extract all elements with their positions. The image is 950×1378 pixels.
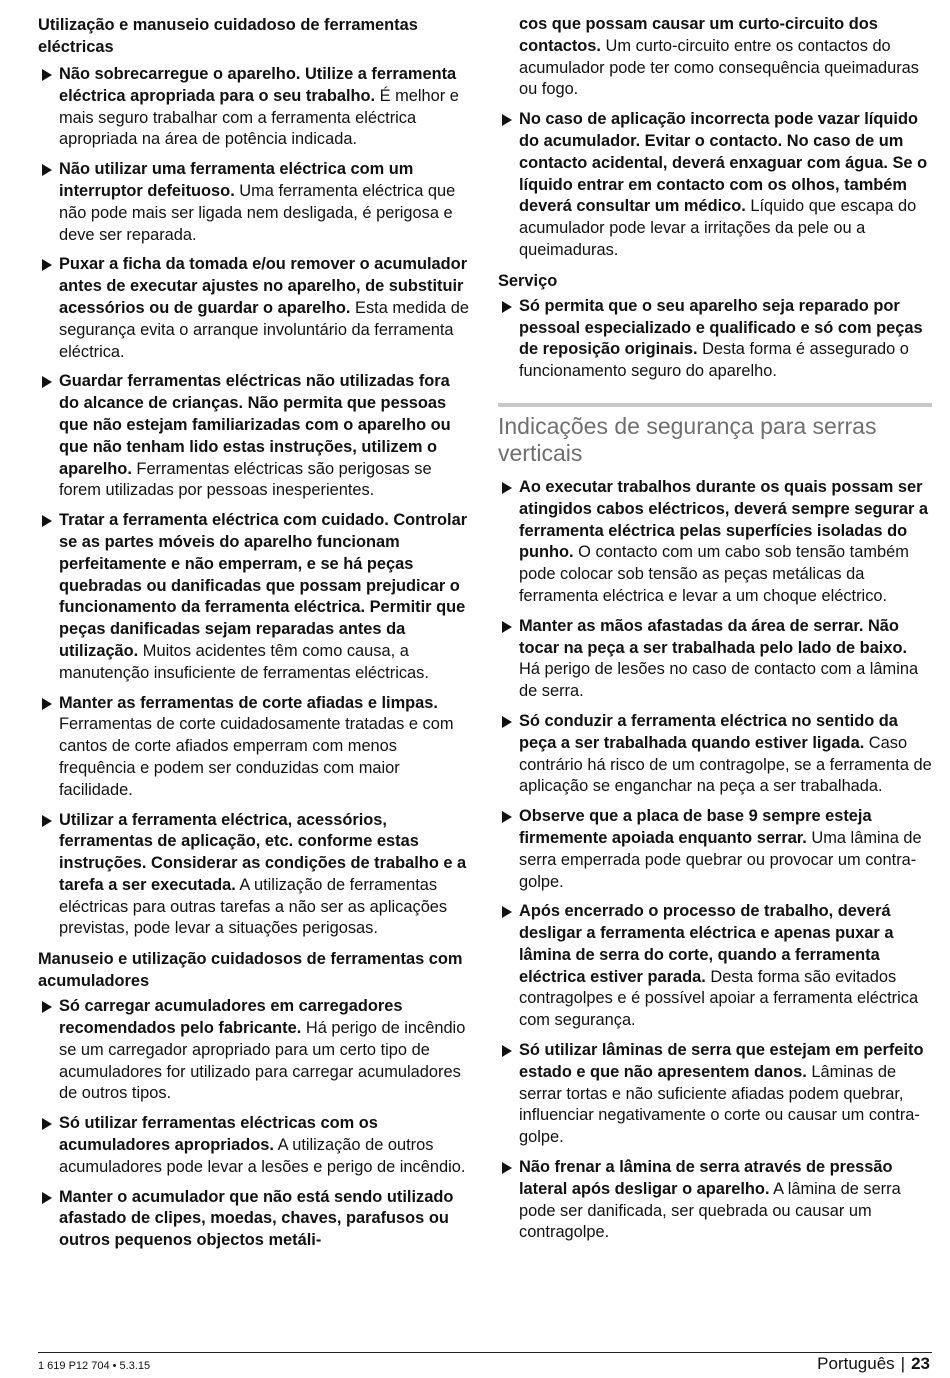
bullet-bold-text: Guardar ferramentas eléctricas não utilizadas fora do alcance de crianças. Não permita que pessoas que não estejam familiarizadas com o aparelho ou que não tenham lido estas instruções, utilizem o aparelho.	[59, 372, 451, 478]
triangle-bullet-icon	[42, 259, 52, 271]
bullet-bold-text: Não sobrecarregue o aparelho. Utilize a ferramenta eléctrica apropriada para o seu trabalho.	[59, 65, 457, 105]
triangle-bullet-icon	[502, 906, 512, 918]
bullet-body-text: Desta forma são evitados contragolpes e é possível apoiar a ferramenta eléctrica com segurança.	[519, 967, 919, 1030]
bullet-bold-text: Puxar a ficha da tomada e/ou remover o acumulador antes de executar ajustes no aparelho, de substituir acessórios ou de guardar o aparelho.	[59, 255, 468, 317]
bullet-item	[38, 1113, 470, 1178]
bullet-item	[38, 1187, 470, 1252]
triangle-bullet-icon	[42, 1118, 52, 1130]
continuation-text: Um curto-circuito entre os contactos do acumulador pode ter como consequência queimaduras ou fogo.	[519, 36, 919, 99]
section-list-battery-tools	[38, 996, 470, 1252]
triangle-bullet-icon	[42, 376, 52, 388]
bullet-bold-text: Manter o acumulador que não está sendo utilizado afastado de clipes, moedas, chaves, parafusos ou outros pequenos objectos metáli-	[59, 1187, 454, 1250]
bullet-item	[498, 1040, 932, 1149]
bullet-body-text: É melhor e mais seguro trabalhar com a ferramenta eléctrica apropriada na área de potência indicada.	[59, 86, 459, 149]
bullet-body-text: Esta medida de segurança evita o arranque involuntário da ferramenta eléctrica.	[59, 298, 469, 361]
bullet-body-text: Uma ferramenta eléctrica que não pode mais ser ligada nem desligada, é perigosa e deve ser reparada.	[59, 181, 456, 244]
bullet-bold-text: Manter as mãos afastadas da área de serrar. Não tocar na peça a ser trabalhada pelo lado de baixo.	[519, 616, 908, 657]
bullet-body-text: Ferramentas eléctricas são perigosas se forem utilizadas por pessoas inesperientes.	[59, 459, 432, 500]
bullet-body-text: O contacto com um cabo sob tensão também pode colocar sob tensão as peças metálicas da ferramenta eléctrica e levar a um choque eléctrico.	[519, 543, 909, 605]
bullet-body-text: Há perigo de lesões no caso de contacto com a lâmina de serra.	[519, 660, 919, 701]
triangle-bullet-icon	[42, 698, 52, 710]
bullet-body-text: Líquido que escapa do acumulador pode levar a irritações da pele ou a queimaduras.	[519, 197, 917, 259]
bullet-item	[498, 477, 932, 608]
bullet-item	[38, 159, 470, 246]
triangle-bullet-icon	[502, 1045, 512, 1057]
bullet-item	[498, 806, 932, 893]
section-list-saw-safety	[498, 477, 932, 1244]
bullet-bold-text: Após encerrado o processo de trabalho, deverá desligar a ferramenta eléctrica e apenas puxar a lâmina de serra do corte, quando a ferramenta eléctrica estiver parada.	[519, 902, 894, 986]
continuation-paragraph	[498, 14, 932, 101]
bullet-item	[498, 616, 932, 703]
bullet-item	[38, 510, 470, 684]
right-column	[498, 14, 932, 1252]
triangle-bullet-icon	[42, 815, 52, 827]
triangle-bullet-icon	[502, 811, 512, 823]
triangle-bullet-icon	[42, 1192, 52, 1204]
triangle-bullet-icon	[502, 1162, 512, 1174]
triangle-bullet-icon	[42, 164, 52, 176]
bullet-bold-text: Ao executar trabalhos durante os quais possam ser atingidos cabos eléctricos, deverá sempre segurar a ferramenta eléctrica pelas superfícies isoladas do punho.	[519, 477, 929, 562]
bullet-bold-text: Utilizar a ferramenta eléctrica, acessórios, ferramentas de aplicação, etc. conforme estas instruções. Considerar as condições de trabalho e a tarefa a ser executada.	[59, 810, 467, 894]
section-title-power-tools: Utilização e manuseio cuidadoso de ferramentas eléctricas	[38, 16, 418, 56]
bullet-body-text: Lâminas de serrar tortas e não suficiente afiadas podem quebrar, influenciar negativamente o corte ou causar um contra-golpe.	[519, 1062, 920, 1147]
bullet-body-text: Muitos acidentes têm como causa, a manutenção insuficiente de ferramentas eléctricas.	[59, 641, 429, 682]
continuation-bold: cos que possam causar um curto-circuito dos contactos.	[519, 15, 878, 55]
page-footer-label	[817, 1354, 930, 1374]
bullet-item	[38, 64, 470, 151]
triangle-bullet-icon	[502, 621, 512, 633]
bullet-item	[498, 711, 932, 798]
footer-separator: |	[900, 1354, 906, 1373]
bullet-body-text: A utilização de outros acumuladores pode levar a lesões e perigo de incêndio.	[59, 1136, 466, 1176]
footer-divider	[38, 1352, 932, 1353]
bullet-bold-text: Não utilizar uma ferramenta eléctrica com um interruptor defeituoso.	[59, 160, 414, 200]
bullet-bold-text: Só permita que o seu aparelho seja reparado por pessoal especializado e qualificado e só com peças de reposição originais.	[519, 296, 923, 359]
triangle-bullet-icon	[42, 515, 52, 527]
left-column	[38, 14, 470, 1260]
bullet-bold-text: Só utilizar lâminas de serra que estejam em perfeito estado e que não apresentem danos.	[519, 1041, 924, 1081]
bullet-bold-text: Não frenar a lâmina de serra através de pressão lateral após desligar o aparelho.	[519, 1158, 893, 1198]
triangle-bullet-icon	[42, 1001, 52, 1013]
document-code: 1 619 P12 704 • 5.3.15	[38, 1360, 151, 1372]
bullet-body-text: A utilização de ferramentas eléctricas para outras tarefas a não ser as aplicações previstas, pode levar a situações perigosas.	[59, 875, 448, 938]
bullet-body-text: Ferramentas de corte cuidadosamente tratadas e com cantos de corte afiados emperram com menos frequência e podem ser conduzidas com maior facilidade.	[59, 715, 454, 799]
triangle-bullet-icon	[502, 301, 512, 313]
bullet-bold-text: Observe que a placa de base 9 sempre esteja firmemente apoiada enquanto serrar.	[519, 807, 872, 847]
footer-language: Português	[817, 1354, 895, 1373]
bullet-body-text: A lâmina de serra pode ser danificada, ser quebrada ou causar um contragolpe.	[519, 1179, 901, 1242]
bullet-body-text: Uma lâmina de serra emperrada pode quebrar ou provocar um contra-golpe.	[519, 828, 922, 891]
bullet-bold-text: Tratar a ferramenta eléctrica com cuidado. Controlar se as partes móveis do aparelho funcionam perfeitamente e não emperram, e se há peças quebradas ou danificadas que possam prejudicar o funcionamento da ferramenta eléctrica. Permitir que peças danificadas sejam reparadas antes da utilização.	[59, 511, 468, 660]
bullet-item	[498, 296, 932, 383]
bullet-bold-text: No caso de aplicação incorrecta pode vazar líquido do acumulador. Evitar o contacto. No caso de um contacto acidental, deverá enxaguar com água. Se o líquido entrar em contacto com os olhos, também deverá consultar um médico.	[519, 110, 928, 216]
section-list-service	[498, 296, 932, 383]
section-list-battery-cont	[498, 109, 932, 262]
bullet-item	[38, 693, 470, 802]
bullet-bold-text: Só utilizar ferramentas eléctricas com os acumuladores apropriados.	[59, 1114, 378, 1155]
bullet-item	[498, 901, 932, 1032]
bullet-item	[38, 371, 470, 502]
section-title-battery-tools: Manuseio e utilização cuidadosos de ferramentas com acumuladores	[38, 950, 463, 991]
section-list-power-tools	[38, 64, 470, 940]
bullet-item	[498, 1157, 932, 1244]
page-number: 23	[911, 1354, 930, 1373]
bullet-item	[38, 254, 470, 363]
bullet-body-text: Há perigo de incêndio se um carregador apropriado para um certo tipo de acumuladores for utilizado para carregar acumuladores de outros tipos.	[59, 1019, 466, 1103]
triangle-bullet-icon	[502, 114, 512, 126]
triangle-bullet-icon	[502, 482, 512, 494]
bullet-bold-text: Manter as ferramentas de corte afiadas e limpas.	[59, 693, 438, 712]
bullet-item	[38, 996, 470, 1105]
bullet-bold-text: Só carregar acumuladores em carregadores recomendados pelo fabricante.	[59, 997, 403, 1038]
section-title-saw-safety: Indicações de segurança para serras verticais	[498, 403, 932, 467]
bullet-body-text: Desta forma é assegurado o funcionamento seguro do aparelho.	[519, 340, 909, 381]
bullet-item	[498, 109, 932, 262]
bullet-item	[38, 810, 470, 941]
triangle-bullet-icon	[502, 716, 512, 728]
bullet-bold-text: Só conduzir a ferramenta eléctrica no sentido da peça a ser trabalhada quando estiver ligada.	[519, 711, 898, 752]
triangle-bullet-icon	[42, 69, 52, 81]
bullet-body-text: Caso contrário há risco de um contragolpe, se a ferramenta de aplicação se enganchar na peça a ser trabalhada.	[519, 733, 932, 796]
section-title-service: Serviço	[498, 271, 558, 290]
